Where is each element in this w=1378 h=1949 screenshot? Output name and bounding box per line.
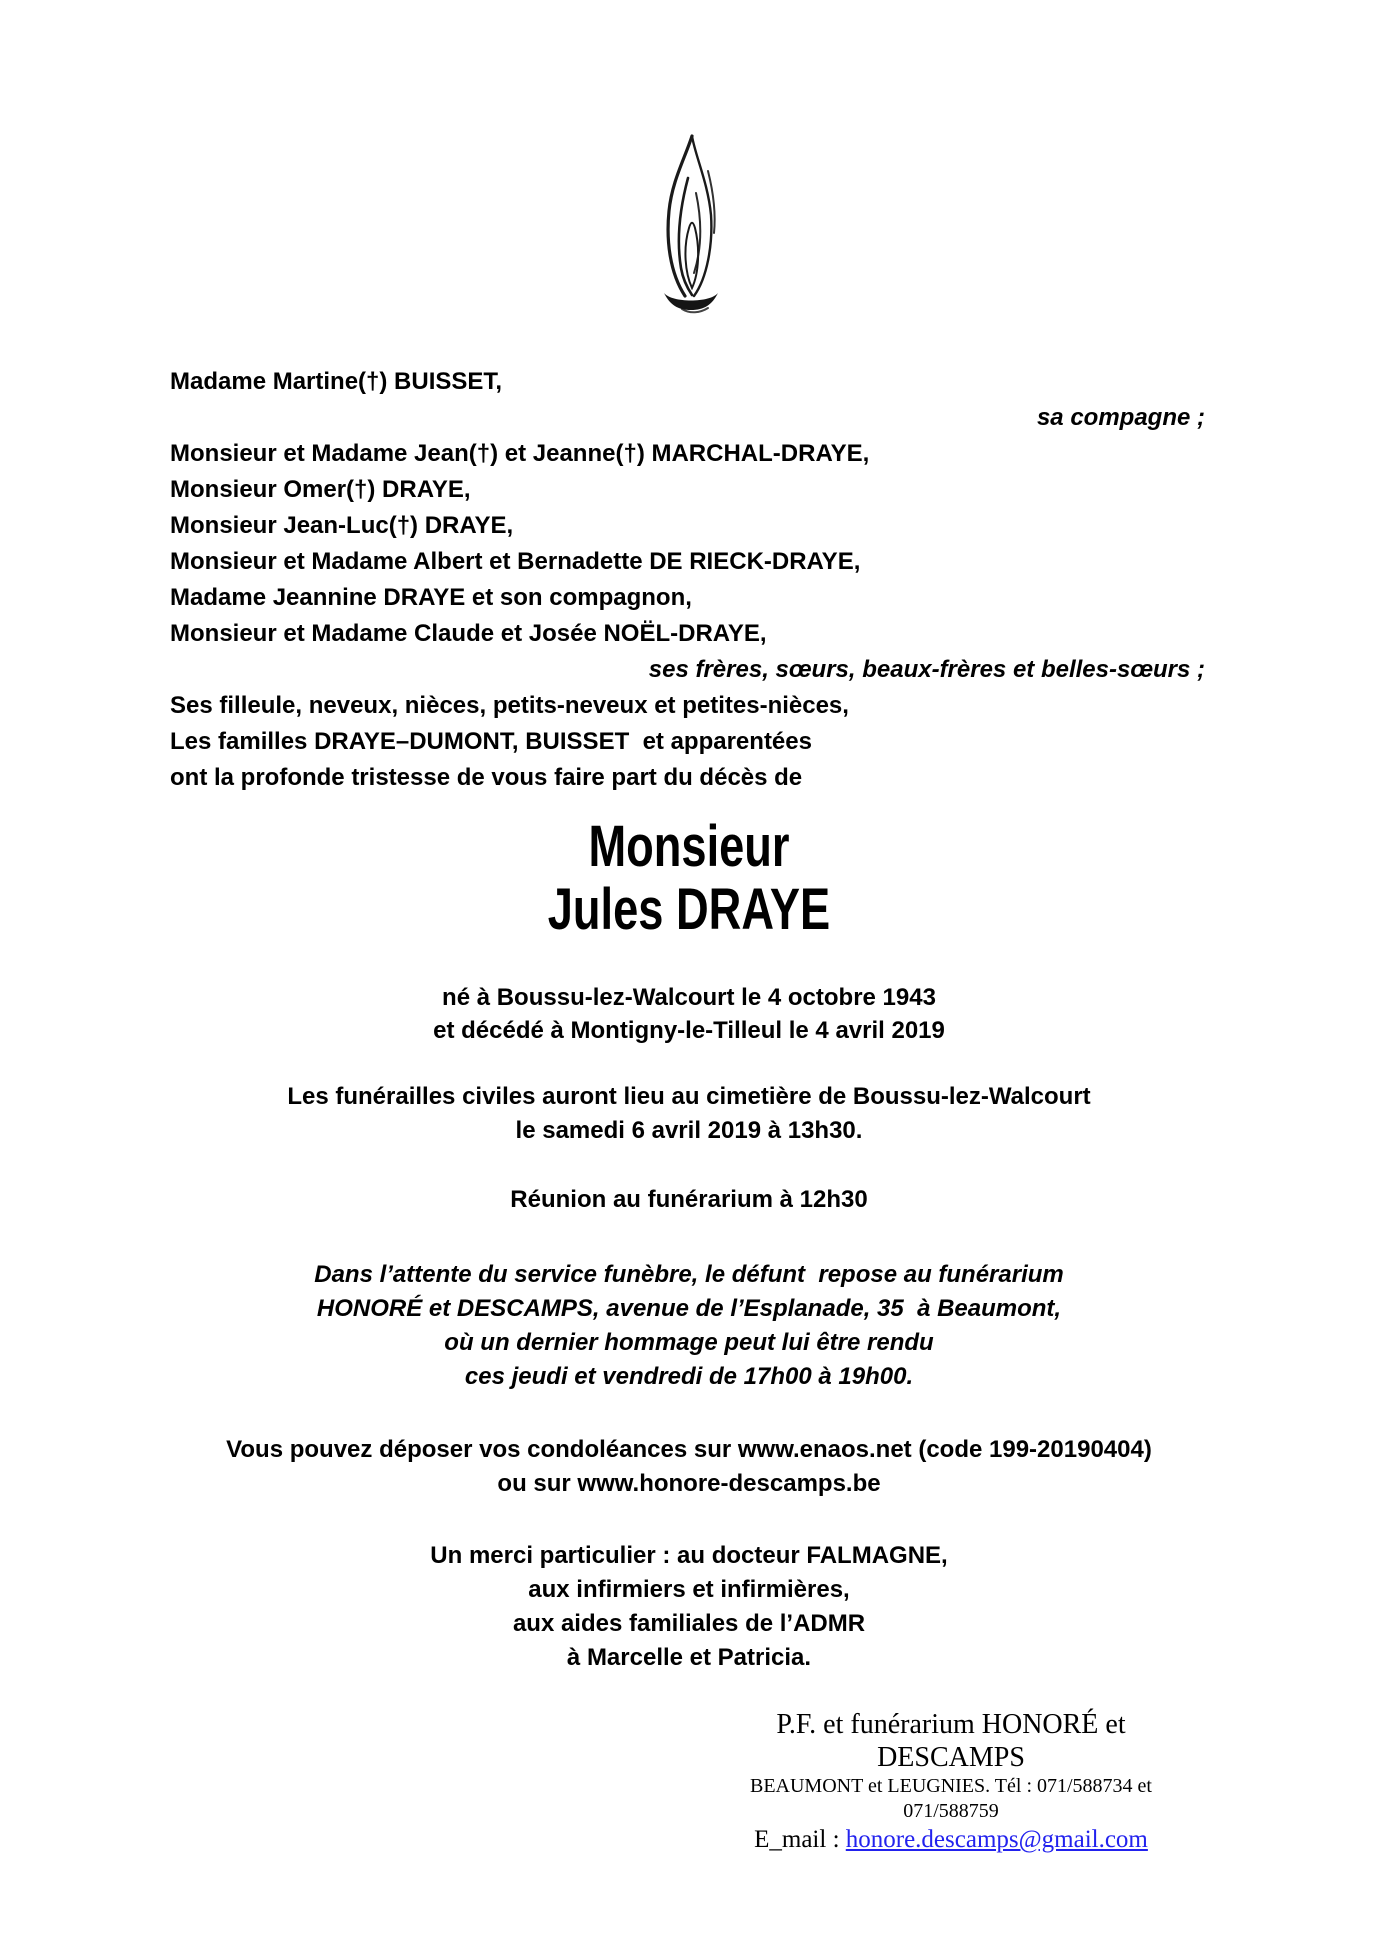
repose-line: Dans l’attente du service funèbre, le défunt repose au funérarium: [314, 1261, 1064, 1288]
funeral-block: [0, 1080, 1378, 1148]
deceased-name: Jules DRAYE: [547, 877, 831, 942]
death-line: et décédé à Montigny-le-Tilleul le 4 avril 2019: [433, 1017, 945, 1044]
relative-line: Monsieur et Madame Claude et Josée NOËL-DRAYE,: [170, 620, 767, 647]
funeral-date-line: le samedi 6 avril 2019 à 13h30.: [515, 1117, 863, 1144]
relative-line: Monsieur Omer(†) DRAYE,: [170, 476, 471, 503]
announcement-line: ont la profonde tristesse de vous faire part du décès de: [170, 764, 803, 791]
reunion-block: [0, 1183, 1378, 1217]
repose-line: où un dernier hommage peut lui être rendu: [444, 1329, 934, 1356]
life-dates-block: [0, 981, 1378, 1047]
thanks-line: aux infirmiers et infirmières,: [528, 1576, 850, 1603]
funeral-home-footer: [718, 1708, 1184, 1855]
funeral-home-name: P.F. et funérarium HONORÉ et DESCAMPS: [776, 1709, 1133, 1773]
thanks-block: [0, 1539, 1378, 1675]
thanks-line: Un merci particulier : au docteur FALMAGNE,: [430, 1542, 948, 1569]
relatives-block: [170, 364, 1205, 796]
relative-line: Madame Martine(†) BUISSET,: [170, 368, 503, 395]
thanks-line: aux aides familiales de l’ADMR: [512, 1610, 866, 1637]
relative-line: Monsieur et Madame Albert et Bernadette DE RIECK-DRAYE,: [170, 548, 861, 575]
relative-line: Madame Jeannine DRAYE et son compagnon,: [170, 584, 692, 611]
reunion-line: Réunion au funérarium à 12h30: [510, 1186, 868, 1213]
deceased-title: Monsieur: [588, 814, 790, 879]
condolences-block: [0, 1433, 1378, 1501]
thanks-line: à Marcelle et Patricia.: [566, 1644, 812, 1671]
birth-line: né à Boussu-lez-Walcourt le 4 octobre 1943: [442, 984, 936, 1011]
funeral-home-email-line: [718, 1824, 1184, 1855]
email-link[interactable]: honore.descamps@gmail.com: [845, 1826, 1148, 1853]
relative-line: Les familles DRAYE–DUMONT, BUISSET et apparentées: [170, 728, 812, 755]
condolences-line: Vous pouvez déposer vos condoléances sur www.enaos.net (code 199-20190404): [226, 1436, 1152, 1463]
relative-line: Monsieur Jean-Luc(†) DRAYE,: [170, 512, 514, 539]
relationship-label: sa compagne ;: [1036, 404, 1205, 431]
repose-block: [0, 1258, 1378, 1394]
flame-icon: [652, 133, 730, 315]
relationship-label: ses frères, sœurs, beaux-frères et belles-sœurs ;: [648, 656, 1205, 683]
relative-line: Monsieur et Madame Jean(†) et Jeanne(†) MARCHAL-DRAYE,: [170, 440, 870, 467]
relative-line: Ses filleule, neveux, nièces, petits-neveux et petites-nièces,: [170, 692, 849, 719]
email-label: E_mail :: [754, 1826, 846, 1853]
funeral-place-line: Les funérailles civiles auront lieu au cimetière de Boussu-lez-Walcourt: [287, 1083, 1091, 1110]
repose-line: HONORÉ et DESCAMPS, avenue de l’Esplanade, 35 à Beaumont,: [316, 1295, 1062, 1322]
condolences-line: ou sur www.honore-descamps.be: [497, 1470, 881, 1497]
repose-line: ces jeudi et vendredi de 17h00 à 19h00.: [464, 1363, 914, 1390]
funeral-home-contact: BEAUMONT et LEUGNIES. Tél : 071/588734 et 071/588759: [749, 1775, 1157, 1822]
deceased-title-block: [0, 815, 1378, 941]
